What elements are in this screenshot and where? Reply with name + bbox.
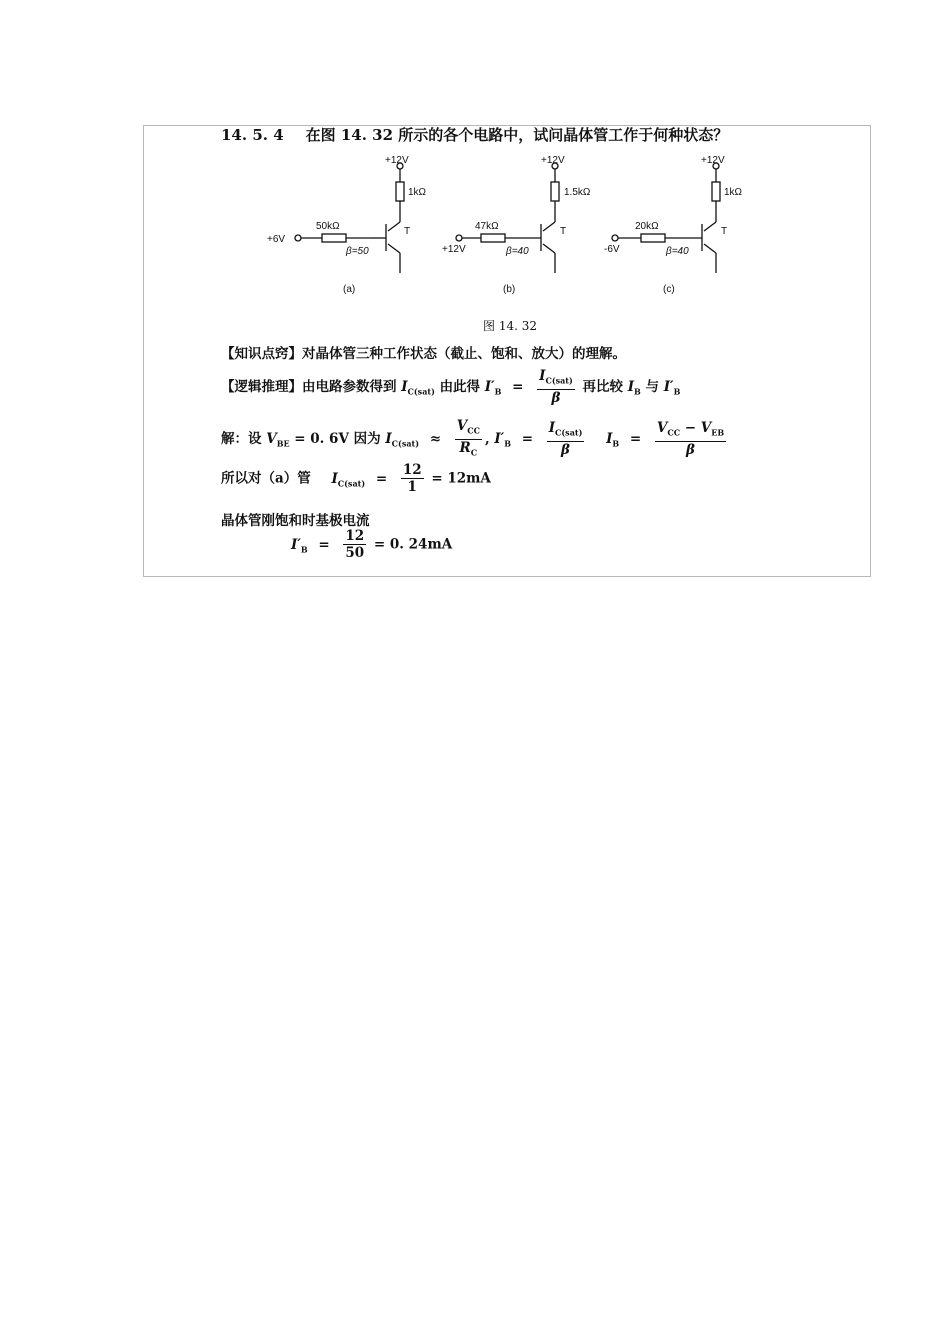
ib-symbol: $I_B$ (606, 431, 620, 449)
circuit-b-labels (442, 155, 591, 295)
rb-label: 20kΩ (635, 221, 659, 232)
knowledge-point (221, 342, 626, 362)
vcc-minus-veb-over-beta: $\frac{V_{CC} - V_{EB}}{\beta}$ (656, 420, 725, 459)
base-current-heading: 晶体管刚饱和时基极电流 (221, 513, 370, 529)
rc-label: 1kΩ (408, 187, 427, 198)
subfig-label: (a) (343, 284, 356, 295)
reasoning-tag: 【逻辑推理】 (221, 378, 302, 395)
knowledge-tag: 【知识点窍】 (221, 346, 302, 362)
case-a-text: 所以对（a）管 (221, 470, 311, 487)
ib-prime-symbol: $I'_B$ (484, 378, 502, 397)
rb-label: 50kΩ (316, 221, 340, 232)
ib-prime-symbol-2: $I'_B$ (663, 378, 681, 397)
solution-tag: 解： (221, 431, 248, 448)
subfig-label: (c) (663, 284, 675, 295)
beta-label: β=40 (666, 246, 689, 257)
ib-prime-symbol: $I'_B$ (494, 431, 511, 449)
problem-box (143, 125, 871, 577)
knowledge-text: 对晶体管三种工作状态（截止、饱和、放大）的理解。 (302, 346, 626, 362)
vin-label: +12V (442, 244, 466, 255)
beta-label: β=50 (346, 246, 369, 257)
vbe-value: = 0. 6V (294, 431, 349, 448)
ib-symbol: $I_B$ (627, 378, 641, 397)
vin-label: -6V (604, 244, 620, 255)
vcc-label: +12V (701, 155, 725, 166)
reasoning-text-1: 由电路参数得到 (302, 378, 397, 395)
reasoning-text-2: 由此得 (439, 378, 481, 395)
reasoning-line: 【逻辑推理】由电路参数得到 $I_{C(sat)}$ 由此得 $I'_B$ = $\frac{I_{C(sat)}}{\beta}$ 再比较 $I_B$ 与 $I'_B$ (221, 368, 681, 406)
case-a-result: = 12mA (431, 470, 491, 487)
beta-label: β=40 (506, 246, 529, 257)
ic-sat-over-beta: $\frac{I_{C(sat)}}{\beta}$ (548, 420, 583, 459)
circuit-c-labels (604, 155, 743, 295)
ic-sat-over-beta: $\frac{I_{C(sat)}}{\beta}$ (539, 368, 573, 406)
circuit-figure (144, 126, 872, 341)
figure-caption: 图 14. 32 (483, 319, 537, 333)
rc-label: 1kΩ (724, 187, 743, 198)
circuit-a-labels (267, 155, 427, 295)
rc-label: 1.5kΩ (564, 187, 591, 198)
vin-label: +6V (267, 234, 286, 245)
problem-text: 在图 14. 32 所示的各个电路中，试问晶体管工作于何种状态？ (305, 126, 729, 144)
ib-calc-result: = 0. 24mA (373, 536, 453, 553)
subfig-label: (b) (503, 284, 516, 295)
vcc-label: +12V (385, 155, 409, 166)
reasoning-text-4: 与 (645, 378, 659, 395)
ib-prime-symbol: $I'_B$ (291, 536, 308, 555)
twelve-over-fifty: $\frac{12}{50}$ (345, 528, 365, 561)
ic-sat-symbol: $I_{C(sat)}$ (385, 431, 419, 449)
solution-line: 解：设 $V_{BE} = 0$. 6V 因为 $I_{C(sat)}$ ≈ $\frac{V_{CC}}{R_C}$ , $I'_B$ = $\frac{I_{C(sat)}}{\beta}$ $I_B$ = $\frac{V_{CC} - V_{EB}}{\beta}$ (221, 419, 729, 460)
transistor-label: T (560, 226, 567, 237)
vbe-symbol: $V_{BE}$ (266, 431, 290, 449)
rb-label: 47kΩ (475, 221, 499, 232)
reasoning-text-3: 再比较 (582, 378, 623, 395)
case-a-line: 所以对（a）管 $I_{C(sat)}$ = $\frac{12}{1}$ = 12mA (221, 462, 491, 495)
ib-calc-line: $I'_B$ = $\frac{12}{50}$ = 0. 24mA (291, 528, 453, 561)
transistor-label: T (404, 226, 411, 237)
twelve-over-one: $\frac{12}{1}$ (402, 462, 422, 495)
ic-sat-symbol: $I_{C(sat)}$ (401, 378, 435, 397)
transistor-label: T (721, 226, 728, 237)
ic-sat-symbol: $I_{C(sat)}$ (331, 470, 366, 489)
vcc-over-rc: $\frac{V_{CC}}{R_C}$ (456, 418, 480, 458)
problem-number: 14. 5. 4 (221, 126, 284, 144)
vcc-label: +12V (541, 155, 565, 166)
